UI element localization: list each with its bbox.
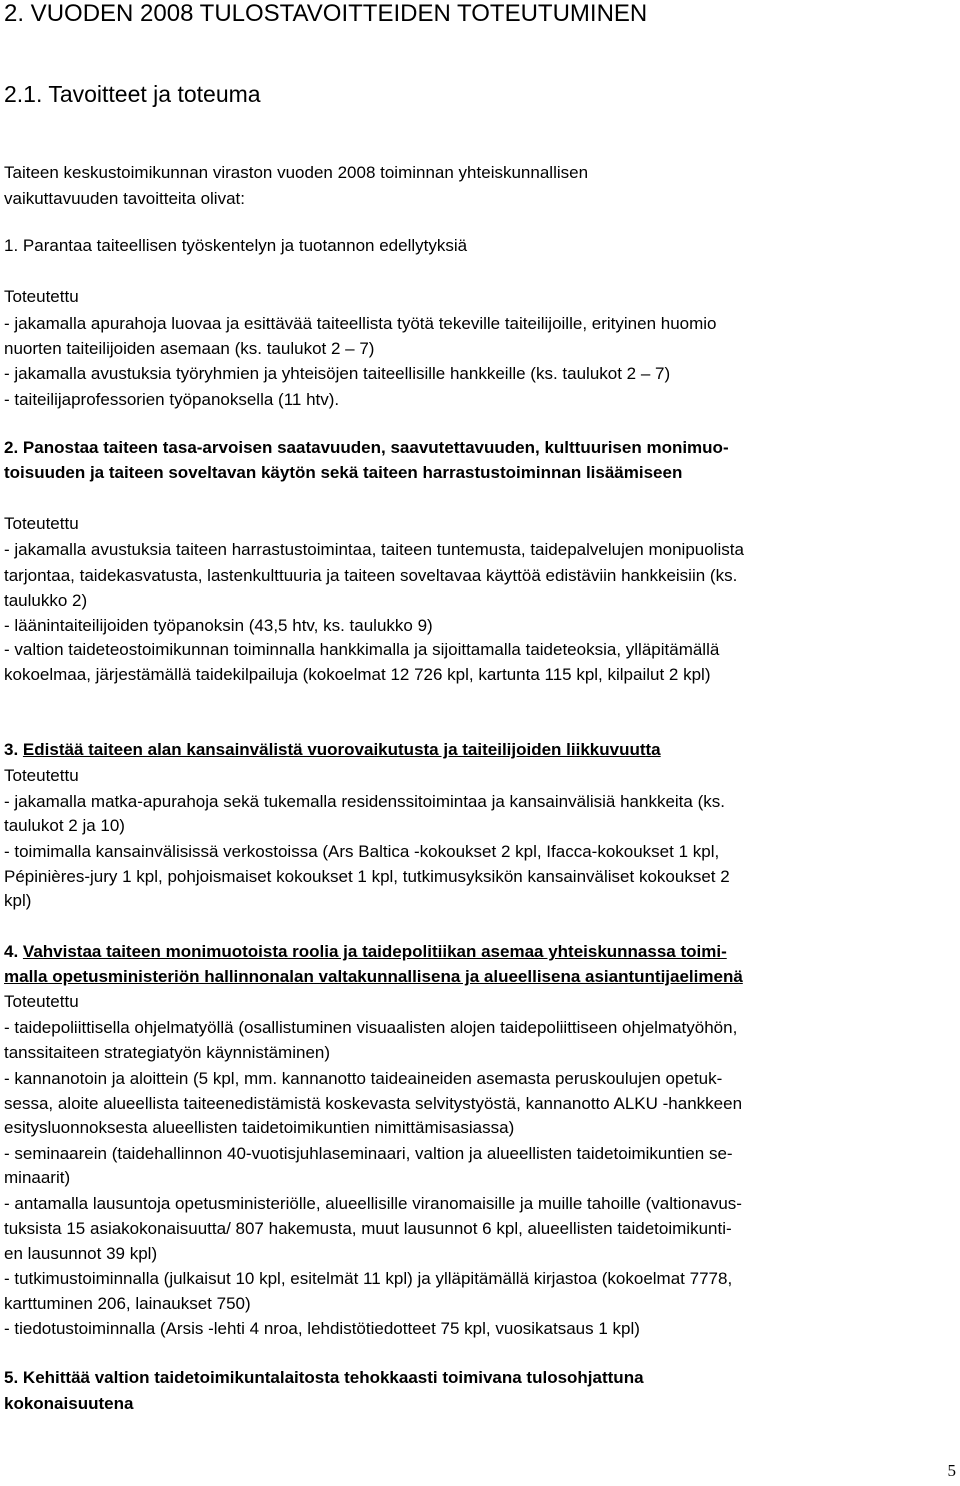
goal-5-title-text-1: Kehittää valtion taidetoimikuntalaitosta tehokkaasti toimivana tulosohjattuna [22,1368,644,1387]
goal-4-line-7: minaarit) [4,1168,71,1187]
goal-3-line-2: taulukot 2 ja 10) [4,816,125,835]
goal-3-title-text: Edistää taiteen alan kansainvälistä vuorovaikutusta ja taiteilijoiden liikkuvuutta [22,740,661,759]
goal-4-line-12: karttuminen 206, lainaukset 750) [4,1294,251,1313]
subsection-heading: 2.1. Tavoitteet ja toteuma [4,81,261,107]
goal-5-number: 5. [4,1368,19,1387]
goal-2-title-line-2: toisuuden ja taiteen soveltavan käytön sekä taiteen harrastustoiminnan lisäämiseen [4,463,683,482]
goal-2-line-5: - valtion taideteostoimikunnan toiminnalla hankkimalla ja sijoittamalla taideteoksia, ylläpitämällä [4,640,720,659]
goal-2-line-2: tarjontaa, taidekasvatusta, lastenkulttuuria ja taiteen soveltavaa käyttöä edistäviin hankkeisiin (ks. [4,566,738,585]
goal-1-line-3: - jakamalla avustuksia työryhmien ja yhteisöjen taiteellisille hankkeille (ks. taulukot 2 – 7) [4,364,671,383]
page-number: 5 [947,1461,956,1480]
intro-line-1: Taiteen keskustoimikunnan viraston vuoden 2008 toiminnan yhteiskunnallisen [4,163,589,182]
goal-4-line-3: - kannanotoin ja aloittein (5 kpl, mm. kannanotto taideaineiden asemasta peruskoulujen opetuk- [4,1069,723,1088]
goal-4-line-9: tuksista 15 asiakokonaisuutta/ 807 hakemusta, muut lausunnot 6 kpl, alueellisten taidetoimikunti- [4,1219,732,1238]
goal-4-number: 4. [4,942,19,961]
goal-3-line-5: kpl) [4,891,32,910]
goal-3-line-3: - toimimalla kansainvälisissä verkostoissa (Ars Baltica -kokoukset 2 kpl, Ifacca-kokoukset 1 kpl, [4,842,720,861]
goal-2-title-line-1 [4,437,729,459]
section-heading: 2. VUODEN 2008 TULOSTAVOITTEIDEN TOTEUTUMINEN [4,0,648,27]
goal-1-title-text: Parantaa taiteellisen työskentelyn ja tuotannon edellytyksiä [22,236,468,255]
goal-1-line-4: - taiteilijaprofessorien työpanoksella (11 htv). [4,390,340,409]
goal-4-line-13: - tiedotustoiminnalla (Arsis -lehti 4 nroa, lehdistötiedotteet 75 kpl, vuosikatsaus 1 kpl) [4,1319,640,1338]
goal-1-line-2: nuorten taiteilijoiden asemaan (ks. taulukot 2 – 7) [4,339,375,358]
goal-3-line-4: Pépinières-jury 1 kpl, pohjoismaiset kokoukset 1 kpl, tutkimusyksikön kansainväliset kokoukset 2 [4,867,730,886]
goal-5-title-line-1 [4,1367,644,1389]
goal-2-status: Toteutettu [4,514,79,533]
goal-4-line-8: - antamalla lausuntoja opetusministeriölle, alueellisille viranomaisille ja muille tahoille (valtionavus- [4,1194,742,1213]
goal-3-title [4,739,661,761]
goal-1-status: Toteutettu [4,287,79,306]
goal-4-title-text-1: Vahvistaa taiteen monimuotoista roolia ja taidepolitiikan asemaa yhteiskunnassa toimi- [22,942,727,961]
goal-4-line-10: en lausunnot 39 kpl) [4,1244,158,1263]
goal-5-title-line-2: kokonaisuutena [4,1394,134,1413]
goal-4-title-line-2: malla opetusministeriön hallinnonalan valtakunnallisena ja alueellisena asiantuntijaelimenä [4,967,743,986]
goal-4-line-2: tanssitaiteen strategiatyön käynnistäminen) [4,1043,331,1062]
goal-4-line-5: esitysluonnoksesta alueellisten taidetoimikuntien nimittämisasiassa) [4,1118,515,1137]
goal-2-number: 2. [4,438,19,457]
goal-1-title [4,235,467,257]
goal-3-line-1: - jakamalla matka-apurahoja sekä tukemalla residenssitoimintaa ja kansainvälisiä hankkeita (ks. [4,792,725,811]
goal-4-line-1: - taidepoliittisella ohjelmatyöllä (osallistuminen visuaalisten alojen taidepoliittiseen ohjelmatyöhön, [4,1018,738,1037]
intro-line-2: vaikuttavuuden tavoitteita olivat: [4,189,245,208]
goal-4-line-4: sessa, aloite alueellista taiteenedistämistä koskevasta selvitystyöstä, kannanotto ALKU -hankkeen [4,1094,743,1113]
goal-2-line-4: - läänintaiteilijoiden työpanoksin (43,5 htv, ks. taulukko 9) [4,616,433,635]
goal-3-number: 3. [4,740,19,759]
goal-2-title-text-1: Panostaa taiteen tasa-arvoisen saatavuuden, saavutettavuuden, kulttuurisen monimuo- [22,438,729,457]
goal-1-line-1: - jakamalla apurahoja luovaa ja esittävää taiteellista työtä tekeville taiteilijoille, erityinen huomio [4,314,717,333]
goal-2-line-1: - jakamalla avustuksia taiteen harrastustoimintaa, taiteen tuntemusta, taidepalvelujen monipuolista [4,540,744,559]
goal-4-line-11: - tutkimustoiminnalla (julkaisut 10 kpl, esitelmät 11 kpl) ja ylläpitämällä kirjastoa (kokoelmat 7778, [4,1269,733,1288]
goal-1-number: 1. [4,236,19,255]
goal-4-line-6: - seminaarein (taidehallinnon 40-vuotisjuhlaseminaari, valtion ja alueellisten taidetoimikuntien se- [4,1144,733,1163]
goal-4-status: Toteutettu [4,992,79,1011]
goal-2-line-6: kokoelmaa, järjestämällä taidekilpailuja (kokoelmat 12 726 kpl, kartunta 115 kpl, kilpailut 2 kpl) [4,665,711,684]
goal-4-title-line-1 [4,941,727,963]
goal-3-status: Toteutettu [4,766,79,785]
goal-2-line-3: taulukko 2) [4,591,88,610]
